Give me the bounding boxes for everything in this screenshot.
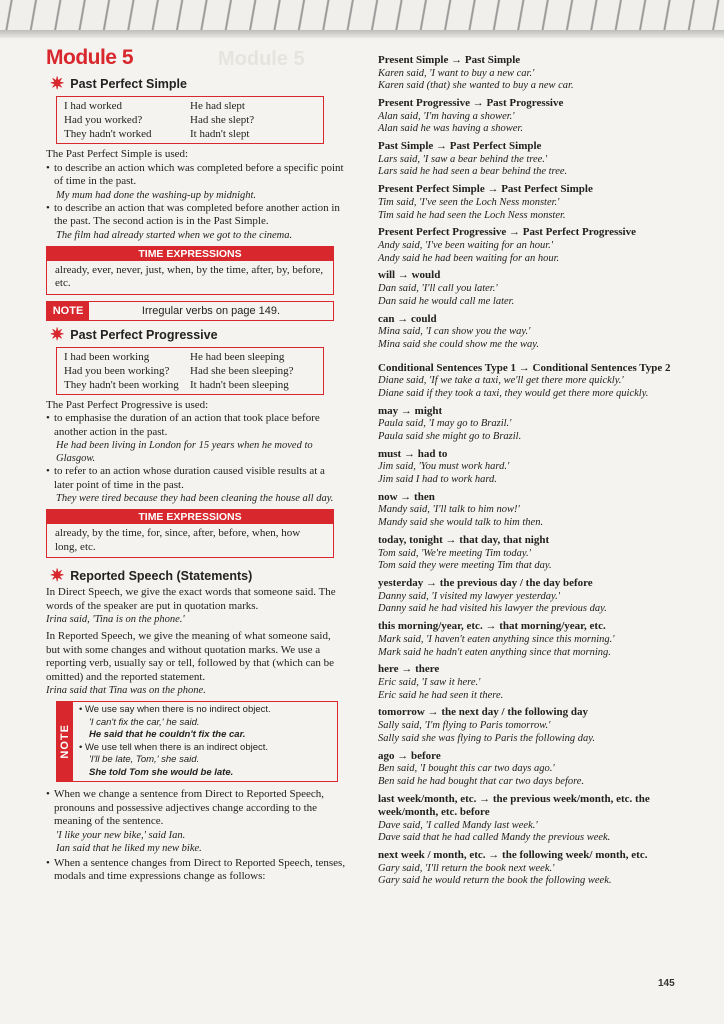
change-example: Gary said he would return the book the following week. [378, 875, 612, 887]
change-example: Paula said, 'I may go to Brazil.' [378, 418, 512, 430]
change-heading: may → might [378, 404, 443, 417]
change-example: Jim said, 'You must work hard.' [378, 461, 510, 473]
time-expressions-text: already, ever, never, just, when, by the time, after, by, before, etc. [55, 263, 324, 289]
change-example: Tim said he had seen the Loch Ness monster. [378, 209, 566, 221]
change-heading: Present Perfect Simple → Past Perfect Simple [378, 183, 593, 196]
change-example: Gary said, 'I'll return the book next week.' [378, 862, 555, 874]
heading-text: Past Perfect Progressive [70, 327, 218, 342]
change-heading: ago → before [378, 749, 441, 762]
change-example: Mark said he hadn't eaten anything since that morning. [378, 646, 611, 658]
bullet-text: to emphasise the duration of an action that took place before another action in the past. [54, 412, 320, 438]
change-heading: Conditional Sentences Type 1 → Conditional Sentences Type 2 [378, 361, 671, 374]
conj-cell: It hadn't slept [190, 128, 250, 140]
change-block [378, 448, 678, 487]
bullet: • When a sentence changes from Direct to Reported Speech, tenses, modals and time expressions change as follows: [46, 856, 346, 882]
change-example: Andy said he had been waiting for an hour. [378, 252, 560, 264]
change-example: Mandy said, 'I'll talk to him now!' [378, 504, 520, 516]
change-block [378, 849, 678, 888]
bullet: • to emphasise the duration of an action that took place before another action in the past. [46, 412, 346, 439]
bullet: • When we change a sentence from Direct to Reported Speech, pronouns and possessive adjectives change according to the meaning of the sentence. [46, 788, 346, 829]
change-example: Sally said, 'I'm flying to Paris tomorrow.' [378, 719, 551, 731]
change-example: Lars said, 'I saw a bear behind the tree.' [378, 153, 548, 165]
paragraph: In Direct Speech, we give the exact words that someone said. The words of the speaker are put in quotation marks. [46, 586, 336, 612]
change-block [378, 793, 678, 846]
star-icon: ✷ [50, 566, 65, 585]
change-example: Tom said, 'We're meeting Tim today.' [378, 547, 531, 559]
change-example: Lars said he had seen a bear behind the tree. [378, 166, 568, 178]
conjugation-box [56, 347, 324, 395]
example: The film had already started when we got to the cinema. [56, 229, 293, 241]
conj-cell: I had been working [64, 350, 150, 363]
section-heading-past-perfect-progressive [46, 324, 346, 344]
change-block [378, 663, 678, 702]
section-heading-past-perfect-simple [46, 76, 346, 92]
conj-cell: He had slept [190, 100, 245, 112]
change-heading: will → would [378, 269, 441, 282]
usage-intro: The Past Perfect Simple is used: [46, 148, 189, 160]
change-example: Jim said I had to work hard. [378, 474, 497, 486]
change-block [378, 183, 678, 222]
bullet: • to refer to an action whose duration caused visible results at a later point of time in the past. [46, 465, 346, 492]
usage-intro: The Past Perfect Progressive is used: [46, 398, 209, 411]
change-heading: here → there [378, 663, 440, 676]
module-title: Module 5 [46, 46, 134, 69]
note-example: 'I can't fix the car,' he said. [89, 716, 200, 728]
change-example: Karen said (that) she wanted to buy a new car. [378, 80, 574, 92]
note-body [73, 702, 277, 781]
change-example: Mark said, 'I haven't eaten anything since this morning.' [378, 633, 615, 645]
change-heading: Past Simple → Past Perfect Simple [378, 140, 542, 153]
change-heading: Present Progressive → Past Progressive [378, 97, 564, 110]
note-box [56, 701, 338, 782]
change-heading: Present Perfect Progressive → Past Perfect Progressive [378, 226, 636, 239]
star-icon: ✷ [50, 74, 65, 93]
change-block [378, 750, 678, 789]
change-example: Andy said, 'I've been waiting for an hour.' [378, 239, 554, 251]
change-heading: now → then [378, 490, 435, 503]
conj-cell: It hadn't been sleeping [190, 378, 289, 391]
change-block [378, 405, 678, 444]
change-heading: tomorrow → the next day / the following day [378, 706, 589, 719]
conj-cell: Had you worked? [64, 114, 143, 126]
change-example: Mandy said she would talk to him then. [378, 517, 544, 529]
bullet: • to describe an action which was completed before a specific point of time in the past. [46, 162, 346, 189]
change-example: Karen said, 'I want to buy a new car.' [378, 67, 535, 79]
change-example: Tom said they were meeting Tim that day. [378, 560, 552, 572]
page-number: 145 [658, 978, 675, 989]
change-heading: today, tonight → that day, that night [378, 534, 550, 547]
change-heading: next week / month, etc. → the following week/ month, etc. [378, 849, 648, 862]
change-block [378, 362, 678, 401]
change-example: Dan said he would call me later. [378, 295, 515, 307]
change-example: Alan said, 'I'm having a shower.' [378, 110, 515, 122]
change-example: Alan said he was having a shower. [378, 123, 523, 135]
note-line: • We use say when there is no indirect object. [79, 704, 271, 715]
time-expressions-box [46, 246, 334, 295]
conj-cell: They hadn't been working [64, 378, 179, 391]
change-block [378, 140, 678, 179]
star-icon: ✷ [50, 324, 65, 344]
change-block [378, 577, 678, 616]
note-example: 'I'll be late, Tom,' she said. [89, 754, 200, 765]
change-heading: this morning/year, etc. → that morning/year, etc. [378, 620, 606, 633]
change-heading: yesterday → the previous day / the day before [378, 577, 593, 590]
conj-cell: Had she been sleeping? [190, 364, 294, 377]
conjugation-box [56, 96, 324, 144]
change-heading: last week/month, etc. → the previous week/month, etc. the week/month, etc. before [378, 792, 650, 819]
tense-changes-list [378, 54, 678, 888]
note-line: • We use tell when there is an indirect object. [79, 741, 269, 753]
heading-text: Past Perfect Simple [70, 77, 187, 91]
change-example: Eric said he had seen it there. [378, 689, 504, 701]
change-example: Mina said, 'I can show you the way.' [378, 326, 531, 338]
change-example: Dave said that he had called Mandy the previous week. [378, 832, 611, 844]
conj-cell: They hadn't worked [64, 128, 152, 140]
change-example: Ben said he had bought that car two days before. [378, 775, 585, 787]
note-text: Irregular verbs on page 149. [141, 304, 281, 317]
example: My mum had done the washing-up by midnight. [56, 189, 257, 201]
note-example: He said that he couldn't fix the car. [89, 729, 246, 740]
change-block [378, 620, 678, 659]
change-example: Danny said, 'I visited my lawyer yesterday.' [378, 590, 560, 602]
left-column [46, 44, 346, 884]
change-example: Dave said, 'I called Mandy last week.' [378, 819, 538, 831]
section-heading-reported-speech [46, 568, 346, 584]
change-example: Dan said, 'I'll call you later.' [378, 282, 498, 294]
bleed-through-text: Module 5 [218, 48, 305, 70]
time-expressions-header: TIME EXPRESSIONS [47, 247, 333, 261]
example: They were tired because they had been cleaning the house all day. [56, 493, 334, 504]
change-example: Diane said if they took a taxi, they would get there more quickly. [378, 387, 649, 399]
change-block [378, 54, 678, 93]
change-example: Mina said she could show me the way. [378, 338, 539, 350]
note-bar [46, 301, 334, 321]
note-text: We use tell when there is an indirect object. [84, 741, 269, 753]
note-vertical-label [57, 702, 73, 781]
change-block [378, 226, 678, 265]
change-example: Tim said, 'I've seen the Loch Ness monster.' [378, 196, 560, 208]
note-text: We use say when there is no indirect object. [84, 704, 271, 715]
example: He had been living in London for 15 years when he moved to Glasgow. [56, 440, 313, 464]
conj-cell: I had worked [64, 100, 123, 112]
change-example: Danny said he had visited his lawyer the previous day. [378, 603, 607, 615]
time-expressions-text: already, by the time, for, since, after, before, when, how long, etc. [55, 527, 301, 553]
top-shadow [0, 30, 724, 38]
change-example: Eric said, 'I saw it here.' [378, 676, 481, 688]
change-block [378, 313, 678, 352]
example: 'I like your new bike,' said Ian. [56, 829, 186, 841]
bullet-text: When we change a sentence from Direct to Reported Speech, pronouns and possessive adjectives change according to the meaning of the sentence. [54, 788, 324, 827]
change-example: Sally said she was flying to Paris the following day. [378, 732, 595, 744]
change-example: Paula said she might go to Brazil. [378, 431, 522, 443]
change-block [378, 269, 678, 308]
note-label: NOTE [59, 724, 71, 759]
conj-cell: Had she slept? [190, 114, 255, 126]
heading-text: Reported Speech (Statements) [70, 569, 253, 583]
time-expressions-header: TIME EXPRESSIONS [47, 510, 333, 524]
bullet-text: to describe an action which was completed before a specific point of time in the past. [54, 161, 344, 187]
conj-cell: He had been sleeping [190, 350, 285, 363]
time-expressions-box [46, 509, 334, 558]
right-column [378, 54, 678, 892]
note-example: She told Tom she would be late. [89, 766, 234, 778]
change-block [378, 491, 678, 530]
conj-cell: Had you been working? [64, 364, 170, 377]
example: Ian said that he liked my new bike. [56, 842, 202, 854]
example: Irina said, 'Tina is on the phone.' [46, 614, 185, 625]
bullet: • to describe an action that was completed before another action in the past. The second action is in the Past Simple. [46, 202, 346, 229]
note-label: NOTE [47, 302, 89, 320]
example: Irina said that Tina was on the phone. [46, 685, 206, 696]
change-example: Diane said, 'If we take a taxi, we'll get there more quickly.' [378, 375, 624, 387]
change-heading: must → had to [378, 447, 448, 460]
bullet-text: to refer to an action whose duration caused visible results at a later point of time in the past. [54, 465, 325, 491]
change-block [378, 534, 678, 573]
change-block [378, 706, 678, 745]
change-block [378, 97, 678, 136]
change-example: Ben said, 'I bought this car two days ago.' [378, 763, 555, 774]
paragraph: In Reported Speech, we give the meaning of what someone said, but with some changes and without quotation marks. We use a reporting verb, usually say or tell, followed by that (which can be omitted) and the reported statement. [46, 630, 335, 683]
change-heading: can → could [378, 312, 437, 325]
change-heading: Present Simple → Past Simple [378, 54, 521, 66]
bullet-text: When a sentence changes from Direct to Reported Speech, tenses, modals and time expressions change as follows: [54, 856, 346, 882]
bullet-text: to describe an action that was completed before another action in the past. The second action is in the Past Simple. [54, 201, 340, 227]
